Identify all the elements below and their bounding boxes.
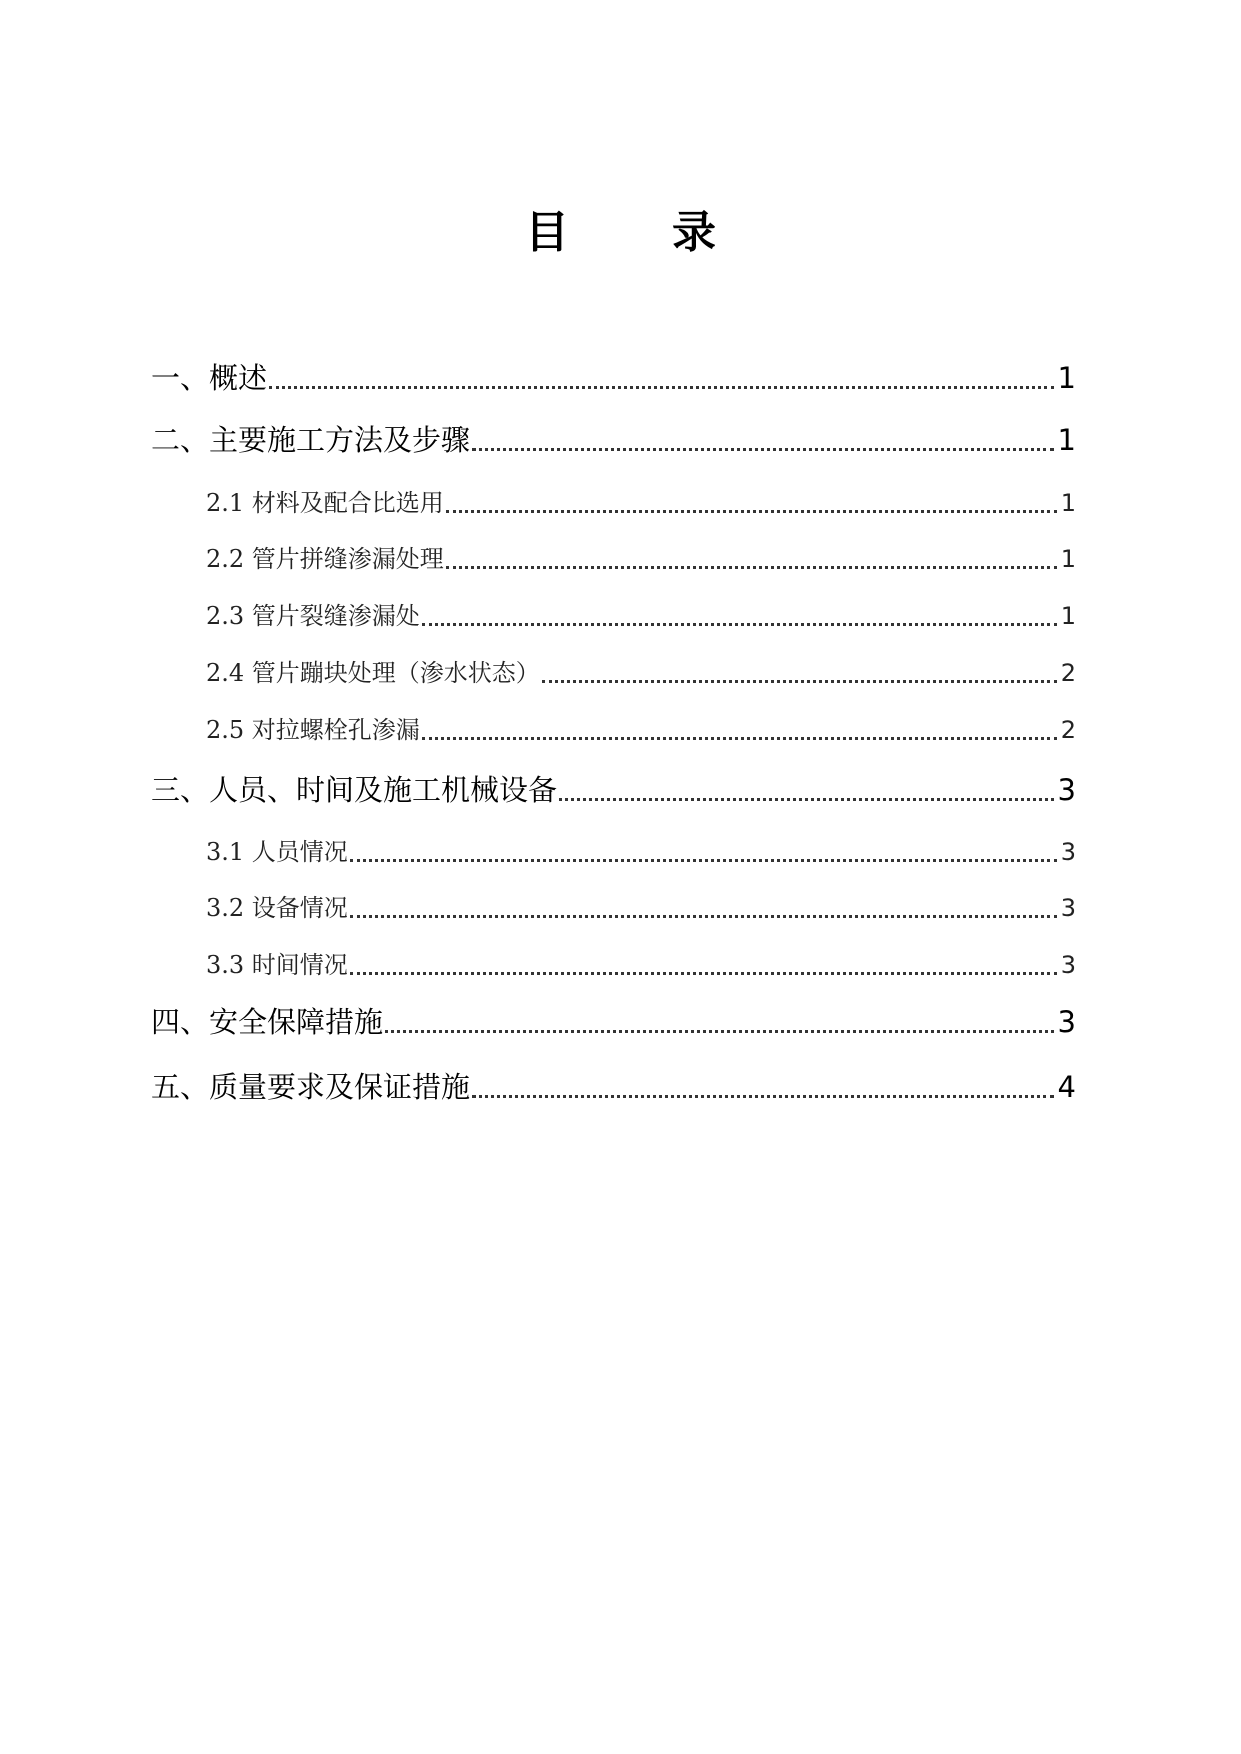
toc-entry-label: 2.4 管片蹦块处理（渗水状态）	[206, 659, 540, 687]
toc-entry-page: 3	[1057, 1005, 1076, 1039]
toc-entry-label: 2.3 管片裂缝渗漏处	[206, 602, 420, 630]
toc-entry-label: 二、主要施工方法及步骤	[151, 423, 471, 457]
toc-entry-page: 3	[1060, 838, 1076, 866]
dot-leader	[542, 680, 1057, 683]
toc-entry-page: 1	[1060, 602, 1076, 630]
toc-entry-page: 1	[1057, 423, 1076, 457]
toc-entry-label: 五、质量要求及保证措施	[151, 1070, 471, 1104]
toc-entry-label: 3.3 时间情况	[206, 951, 348, 979]
toc-entry-page: 1	[1060, 489, 1076, 517]
toc-entry-label: 四、安全保障措施	[151, 1005, 384, 1039]
toc-entry-3-2[interactable]	[206, 891, 1076, 925]
toc-entry-page: 3	[1060, 894, 1076, 922]
toc-entry-page: 1	[1060, 545, 1076, 573]
toc-entry-label: 3.1 人员情况	[206, 838, 348, 866]
title-char-2: 录	[672, 207, 716, 258]
dot-leader	[472, 448, 1054, 451]
toc-entry-page: 1	[1057, 361, 1076, 395]
dot-leader	[350, 915, 1057, 918]
toc-entry-3[interactable]	[151, 770, 1076, 810]
toc-entry-page: 3	[1057, 773, 1076, 807]
dot-leader	[385, 1030, 1054, 1033]
toc-entry-1[interactable]	[151, 358, 1076, 398]
dot-leader	[472, 1095, 1054, 1098]
toc-entry-3-1[interactable]	[206, 835, 1076, 869]
toc-entry-2-5[interactable]	[206, 713, 1076, 747]
dot-leader	[446, 510, 1057, 513]
title-char-1: 目	[525, 207, 569, 258]
dot-leader	[446, 566, 1057, 569]
toc-entry-page: 4	[1057, 1070, 1076, 1104]
dot-leader	[350, 972, 1057, 975]
dot-leader	[350, 859, 1057, 862]
toc-entry-page: 3	[1060, 951, 1076, 979]
toc-entry-2-4[interactable]	[206, 656, 1076, 690]
toc-entry-2-1[interactable]	[206, 486, 1076, 520]
toc-entry-label: 2.1 材料及配合比选用	[206, 489, 444, 517]
toc-entry-label: 3.2 设备情况	[206, 894, 348, 922]
toc-entry-label: 三、人员、时间及施工机械设备	[151, 773, 558, 807]
toc-entry-2-3[interactable]	[206, 599, 1076, 633]
toc-entry-label: 一、概述	[151, 361, 268, 395]
dot-leader	[559, 798, 1054, 801]
toc-entry-page: 2	[1060, 659, 1076, 687]
toc-entry-4[interactable]	[151, 1002, 1076, 1042]
toc-entry-label: 2.5 对拉螺栓孔渗漏	[206, 716, 420, 744]
toc-entry-2-2[interactable]	[206, 542, 1076, 576]
toc-entry-page: 2	[1060, 716, 1076, 744]
toc-entry-3-3[interactable]	[206, 948, 1076, 982]
dot-leader	[269, 386, 1054, 389]
toc-entry-label: 2.2 管片拼缝渗漏处理	[206, 545, 444, 573]
dot-leader	[422, 737, 1057, 740]
toc-entry-2[interactable]	[151, 420, 1076, 460]
toc-entry-5[interactable]	[151, 1067, 1076, 1107]
dot-leader	[422, 623, 1057, 626]
